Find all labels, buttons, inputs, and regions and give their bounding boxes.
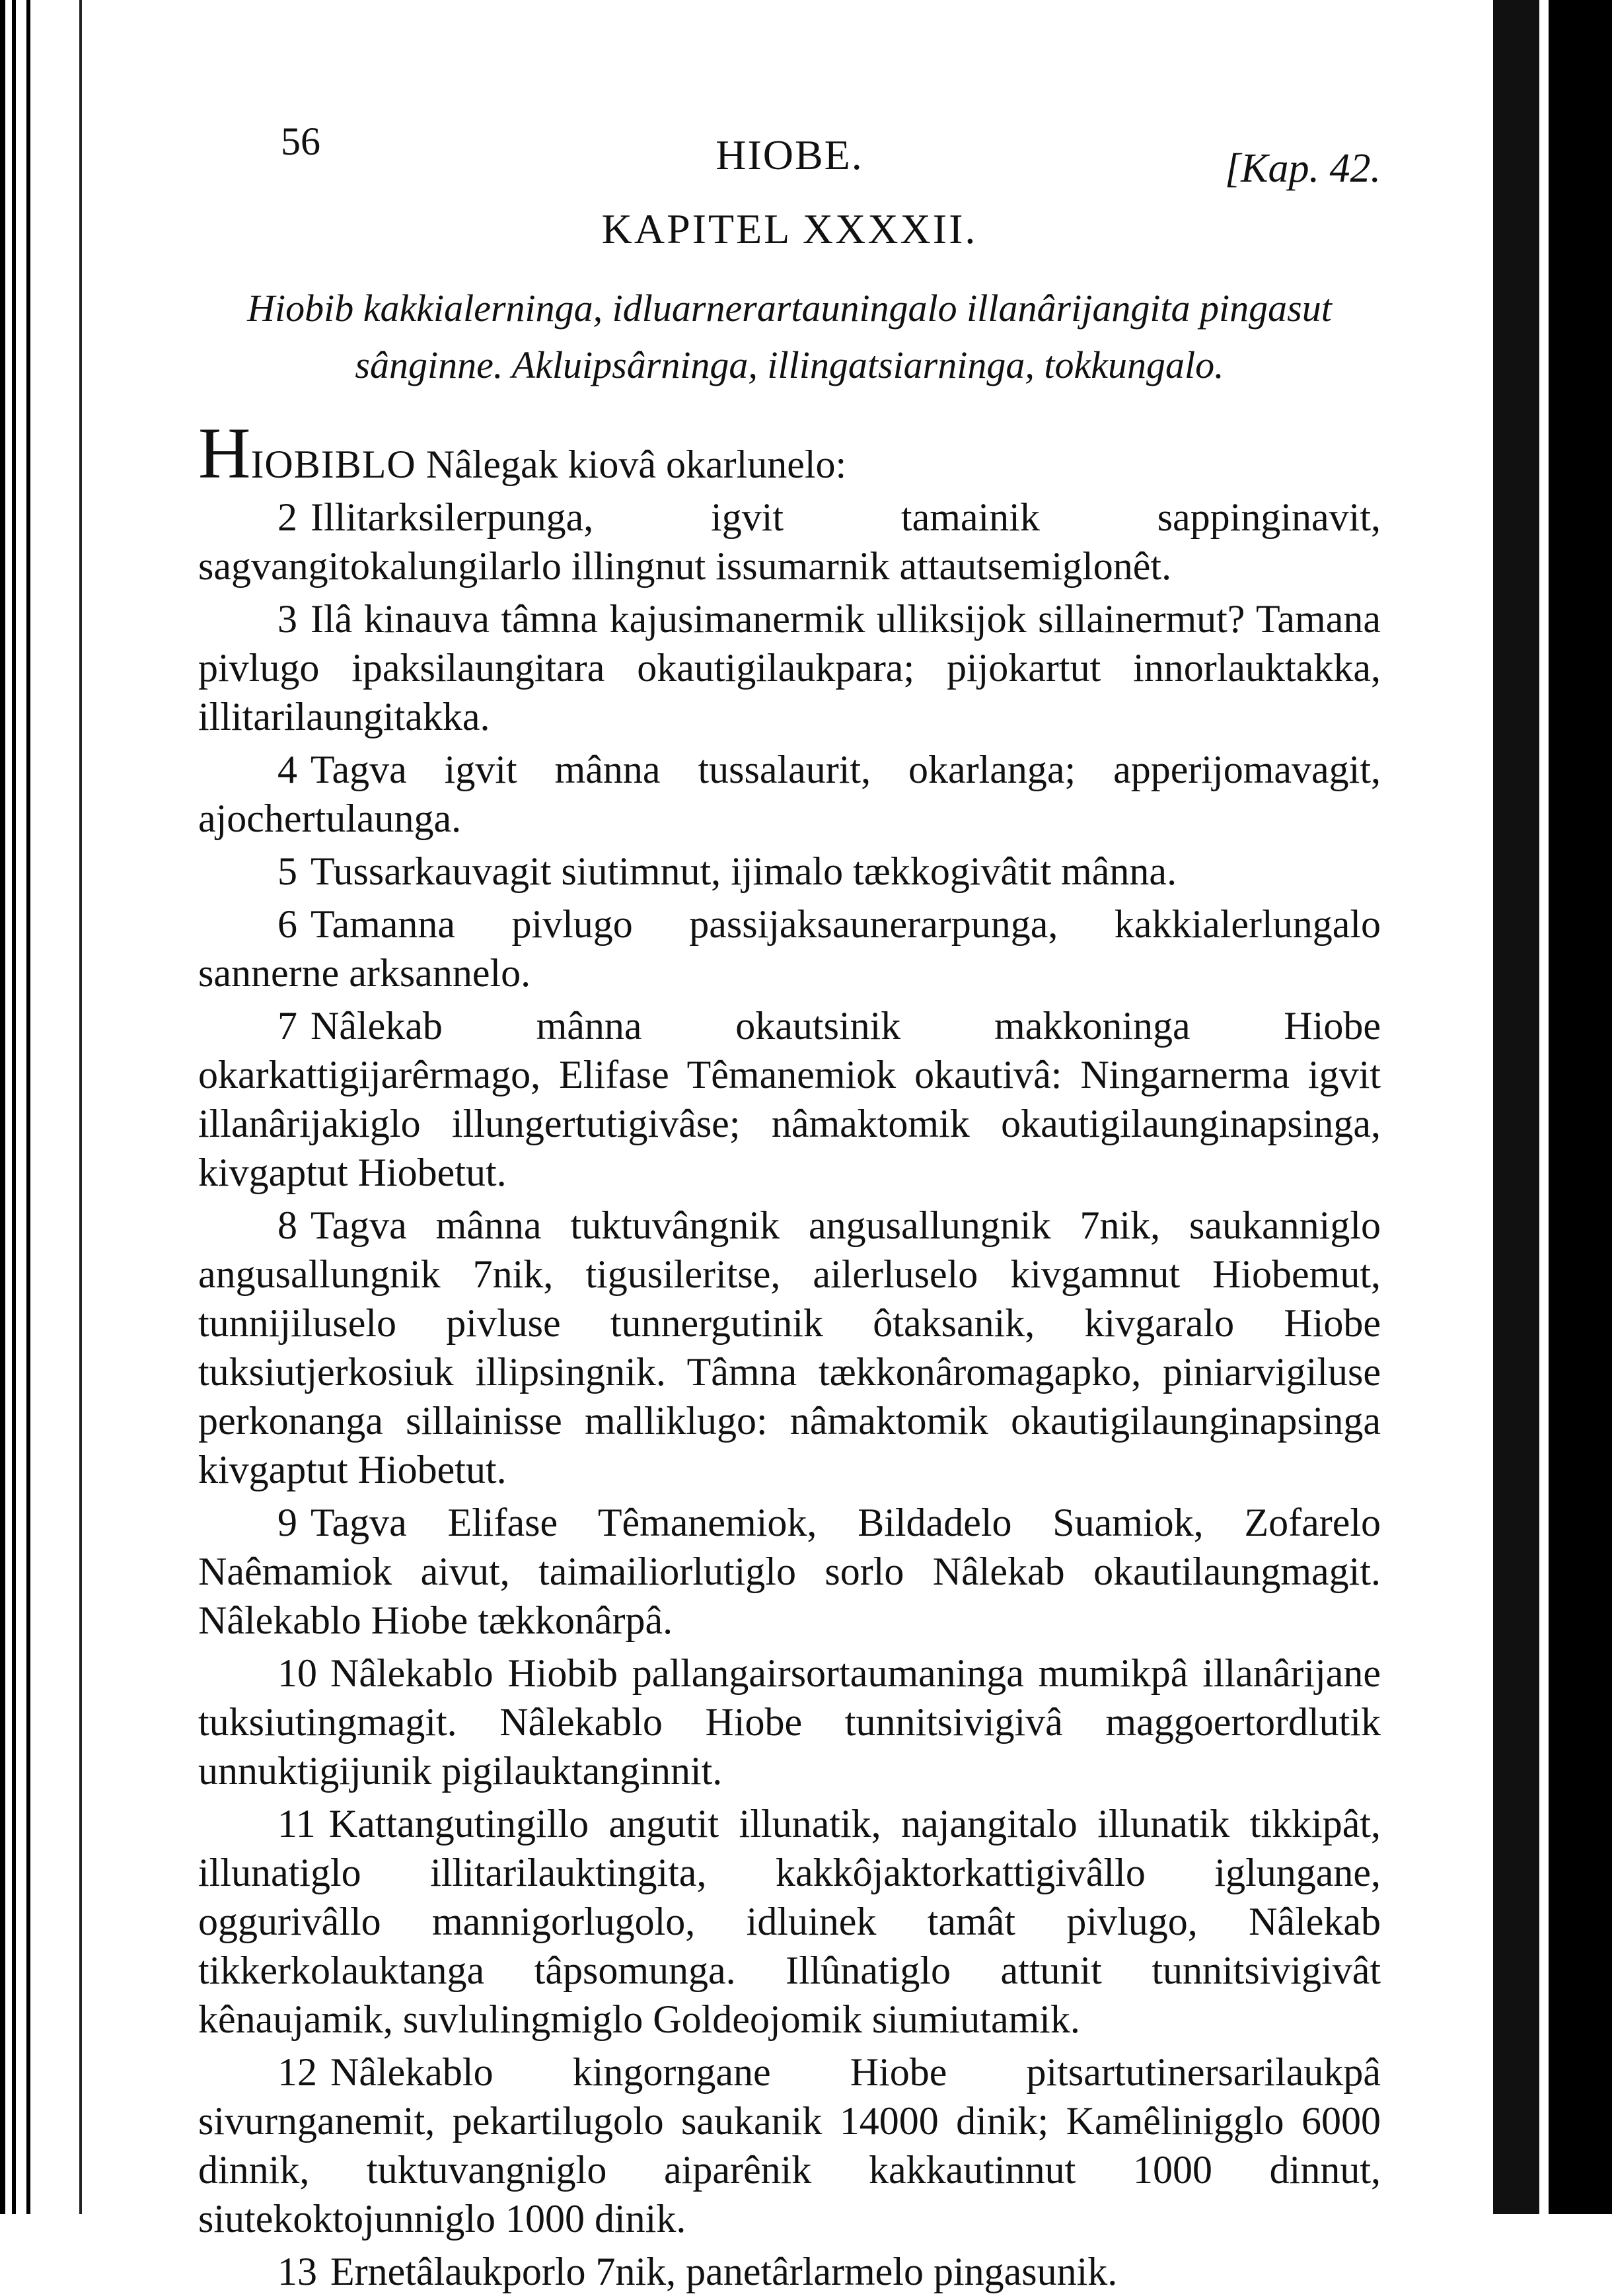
verse-text: Kattangutingillo angutit illunatik, najangitalo illunatik tikkipât, illunatiglo illitarilauktingita, kakkôjaktorkattigivâllo iglungane, oggurivâllo mannigorlugolo, idluinek tamât pivlugo, Nâlekab tikkerkolauktanga tâpsomunga. Illûnatiglo attunit tunnitsivigivât kênaujamik, suvlulingmiglo Goldeojomik siumiutamik. bbox=[198, 1802, 1381, 2041]
verse bbox=[198, 1201, 1381, 1494]
scan-border-left bbox=[0, 0, 126, 2214]
verse-text: Tagva igvit mânna tussalaurit, okarlanga; apperijomavagit, ajochertulaunga. bbox=[198, 748, 1381, 840]
verse bbox=[198, 594, 1381, 741]
verse-number: 3 bbox=[277, 597, 297, 641]
scan-border-right bbox=[1480, 0, 1612, 2214]
verse-text: Nâlekab mânna okautsinik makkoninga Hiobe okarkattigijarêrmago, Elifase Têmanemiok okautivâ: Ningarnerma igvit illanârijakiglo illungertutigivâse; nâmaktomik okautigilaunginapsinga, kivgaptut Hiobetut. bbox=[198, 1004, 1381, 1194]
verse-number: 7 bbox=[277, 1004, 297, 1048]
verse-text: Tagva mânna tuktuvângnik angusallungnik 7nik, saukanniglo angusallungnik 7nik, tigusileritse, ailerluselo kivgamnut Hiobemut, tunnijiluselo pivluse tunnergutinik ôtaksanik, kivgaralo Hiobe tuksiutjerkosiuk illipsingnik. Tâmna tækkonâromagapko, piniarvigiluse perkonanga sillainisse malliklugo: nâmaktomik okautigilaunginapsinga kivgaptut Hiobetut. bbox=[198, 1203, 1381, 1491]
verse-text: Ernetâlaukporlo 7nik, panetârlarmelo pingasunik. bbox=[330, 2250, 1118, 2293]
verse bbox=[198, 1001, 1381, 1197]
verse-number: 2 bbox=[277, 495, 297, 539]
running-title: HIOBE. bbox=[715, 131, 863, 178]
verse bbox=[198, 900, 1381, 997]
page-number: 56 bbox=[281, 120, 320, 163]
verse bbox=[198, 493, 1381, 591]
verse-text: Illitarksilerpunga, igvit tamainik sappinginavit, sagvangitokalungilarlo illingnut issumarnik attautsemiglonêt. bbox=[198, 495, 1381, 588]
verse-opening-word: IOBIBLO bbox=[250, 443, 416, 486]
chapter-summary: Hiobib kakkialerninga, idluarnerartauningalo illanârijangita pingasut sânginne. Akluipsârninga, illingatsiarninga, tokkungalo. bbox=[247, 287, 1332, 386]
verse-number: 4 bbox=[277, 748, 297, 791]
verse-number: 8 bbox=[277, 1203, 297, 1247]
verse-text: Tagva Elifase Têmanemiok, Bildadelo Suamiok, Zofarelo Naêmamiok aivut, taimailiorlutiglo sorlo Nâlekab okautilaungmagit. Nâlekablo Hiobe tækkonârpâ. bbox=[198, 1501, 1381, 1642]
verse-text: Nâlekablo Hiobib pallangairsortaumaninga mumikpâ illanârijane tuksiutingmagit. Nâlekablo Hiobe tunnitsivigivâ maggoertordlutik unnuktigijunik pigilauktanginnit. bbox=[198, 1651, 1381, 1793]
verse bbox=[198, 1799, 1381, 2044]
drop-cap: H bbox=[198, 413, 251, 493]
verse-number: 10 bbox=[277, 1651, 317, 1695]
verse-text: Nâlekablo kingorngane Hiobe pitsartutinersarilaukpâ sivurnganemit, pekartilugolo saukanik 14000 dinik; Kamêlinigglo 6000 dinnik, tuktuvangniglo aiparênik kakkautinnut 1000 dinnut, siutekoktojunniglo 1000 dinik. bbox=[198, 2050, 1381, 2241]
chapter-reference: [Kap. 42. bbox=[1225, 146, 1381, 191]
verse-text: Ilâ kinauva tâmna kajusimanermik ulliksijok sillainermut? Tamana pivlugo ipaksilaungitara okautigilaukpara; pijokartut innorlauktakka, illitarilaungitakka. bbox=[198, 597, 1381, 738]
verse bbox=[198, 1649, 1381, 1795]
verse bbox=[198, 413, 1381, 493]
verse bbox=[198, 745, 1381, 843]
verse-number: 6 bbox=[277, 902, 297, 946]
chapter-title: KAPITEL XXXXII. bbox=[601, 205, 978, 252]
verse-text: Nâlegak kiovâ okarlunelo: bbox=[416, 443, 847, 486]
book-page bbox=[198, 99, 1381, 2293]
verse-number: 11 bbox=[277, 1802, 316, 1846]
verse-number: 5 bbox=[277, 849, 297, 893]
page-header bbox=[198, 99, 1381, 191]
verse-number: 9 bbox=[277, 1501, 297, 1544]
verse-number: 12 bbox=[277, 2050, 317, 2094]
verse bbox=[198, 2247, 1381, 2296]
chapter-text bbox=[198, 413, 1381, 2296]
verse bbox=[198, 1498, 1381, 1645]
verse-text: Tamanna pivlugo passijaksaunerarpunga, kakkialerlungalo sannerne arksannelo. bbox=[198, 902, 1381, 995]
verse-text: Tussarkauvagit siutimnut, ijimalo tækkogivâtit mânna. bbox=[311, 849, 1177, 893]
verse bbox=[198, 847, 1381, 896]
verse-number: 13 bbox=[277, 2250, 317, 2293]
